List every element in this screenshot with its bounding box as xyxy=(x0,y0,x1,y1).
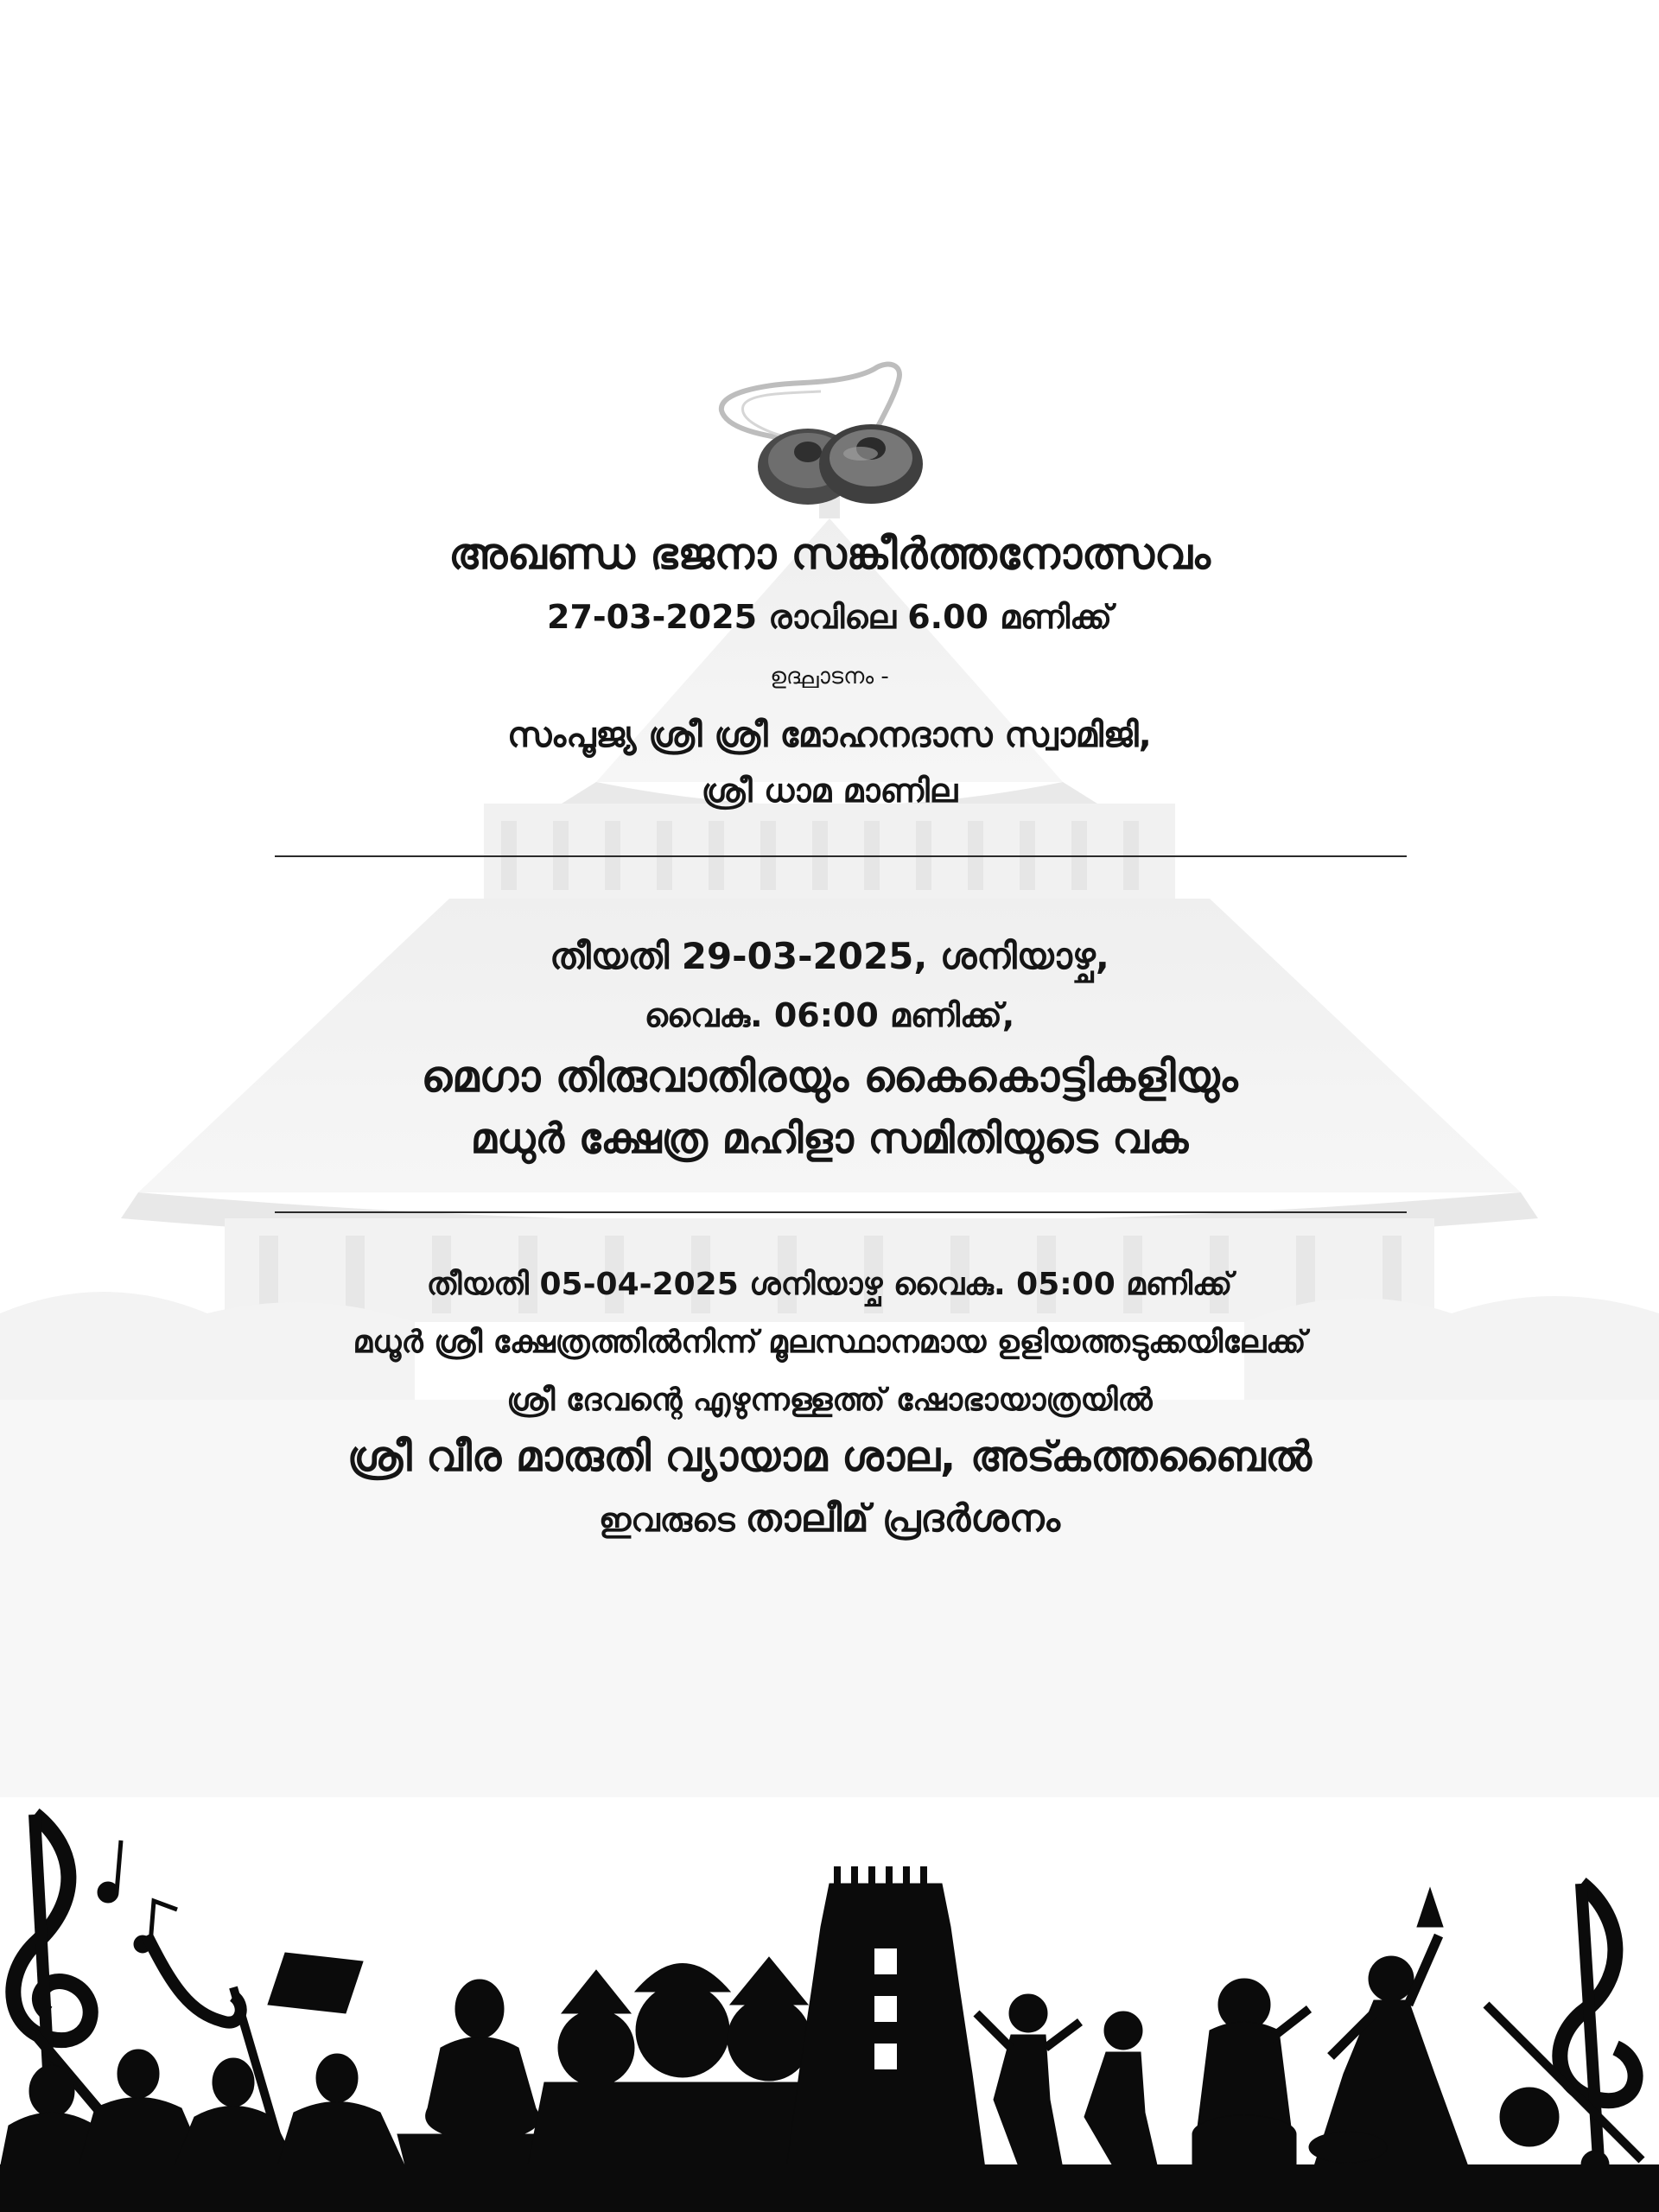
drum-icon xyxy=(268,1953,363,2013)
inaugurator-place: ശ്രീ ധാമ മാണില xyxy=(701,772,958,810)
gopuram-icon xyxy=(786,1884,985,2169)
saxophone-icon xyxy=(147,1936,241,2023)
treble-clef-left-icon xyxy=(13,1815,90,2040)
thiruvathira-event: മെഗാ തിരുവാതിരയും കൈകൊട്ടികളിയും xyxy=(421,1052,1238,1102)
inaugurator-name: സംപൂജ്യ ശ്രീ ശ്രീ മോഹനദാസ സ്വാമിജി, xyxy=(507,715,1152,755)
dancer-icon xyxy=(1417,1888,1443,1927)
thiruvathira-organizer: മധുർ ക്ഷേത്ര മഹിളാ സമിതിയുടെ വക xyxy=(470,1115,1189,1163)
inauguration-label: ഉദ്ഘാടനം - xyxy=(770,664,889,690)
performance-title: താലീമ് പ്രദർശനം xyxy=(745,1497,1060,1541)
performing-group: ശ്രീ വീര മാരുതി വ്യായാമ ശാല, അട്കത്തബൈൽ xyxy=(347,1433,1312,1481)
thiruvathira-date: തീയതി 29-03-2025, ശനിയാഴ്ച, xyxy=(550,935,1109,977)
section-divider-2 xyxy=(275,1211,1407,1213)
performance-prefix: ഇവരുടെ xyxy=(599,1501,735,1539)
procession-route: മധൂർ ശ്രീ ക്ഷേത്രത്തിൽനിന്ന് മൂലസ്ഥാനമായ ഉളിയത്തടുക്കയിലേക്ക് xyxy=(353,1325,1306,1360)
footer-base-band xyxy=(0,2164,1659,2212)
thiruvathira-time: വൈകു. 06:00 മണിക്ക്, xyxy=(644,996,1015,1034)
music-dance-silhouette-banner xyxy=(0,1797,1659,2212)
section-divider-1 xyxy=(275,855,1407,857)
bhajana-title: അഖണ്ഡ ഭജനാ സങ്കീർത്തനോത്സവം xyxy=(448,529,1211,579)
bhajana-datetime: 27-03-2025 രാവിലെ 6.00 മണിക്ക് xyxy=(547,598,1112,636)
performance-line xyxy=(138,1497,1521,1541)
procession-datetime: തീയതി 05-04-2025 ശനിയാഴ്ച വൈകു. 05:00 മണിക്ക് xyxy=(426,1267,1233,1302)
procession-description: ശ്രീ ദേവന്റെ എഴുന്നള്ളത്ത് ഷോഭായാത്രയിൽ xyxy=(506,1382,1153,1418)
